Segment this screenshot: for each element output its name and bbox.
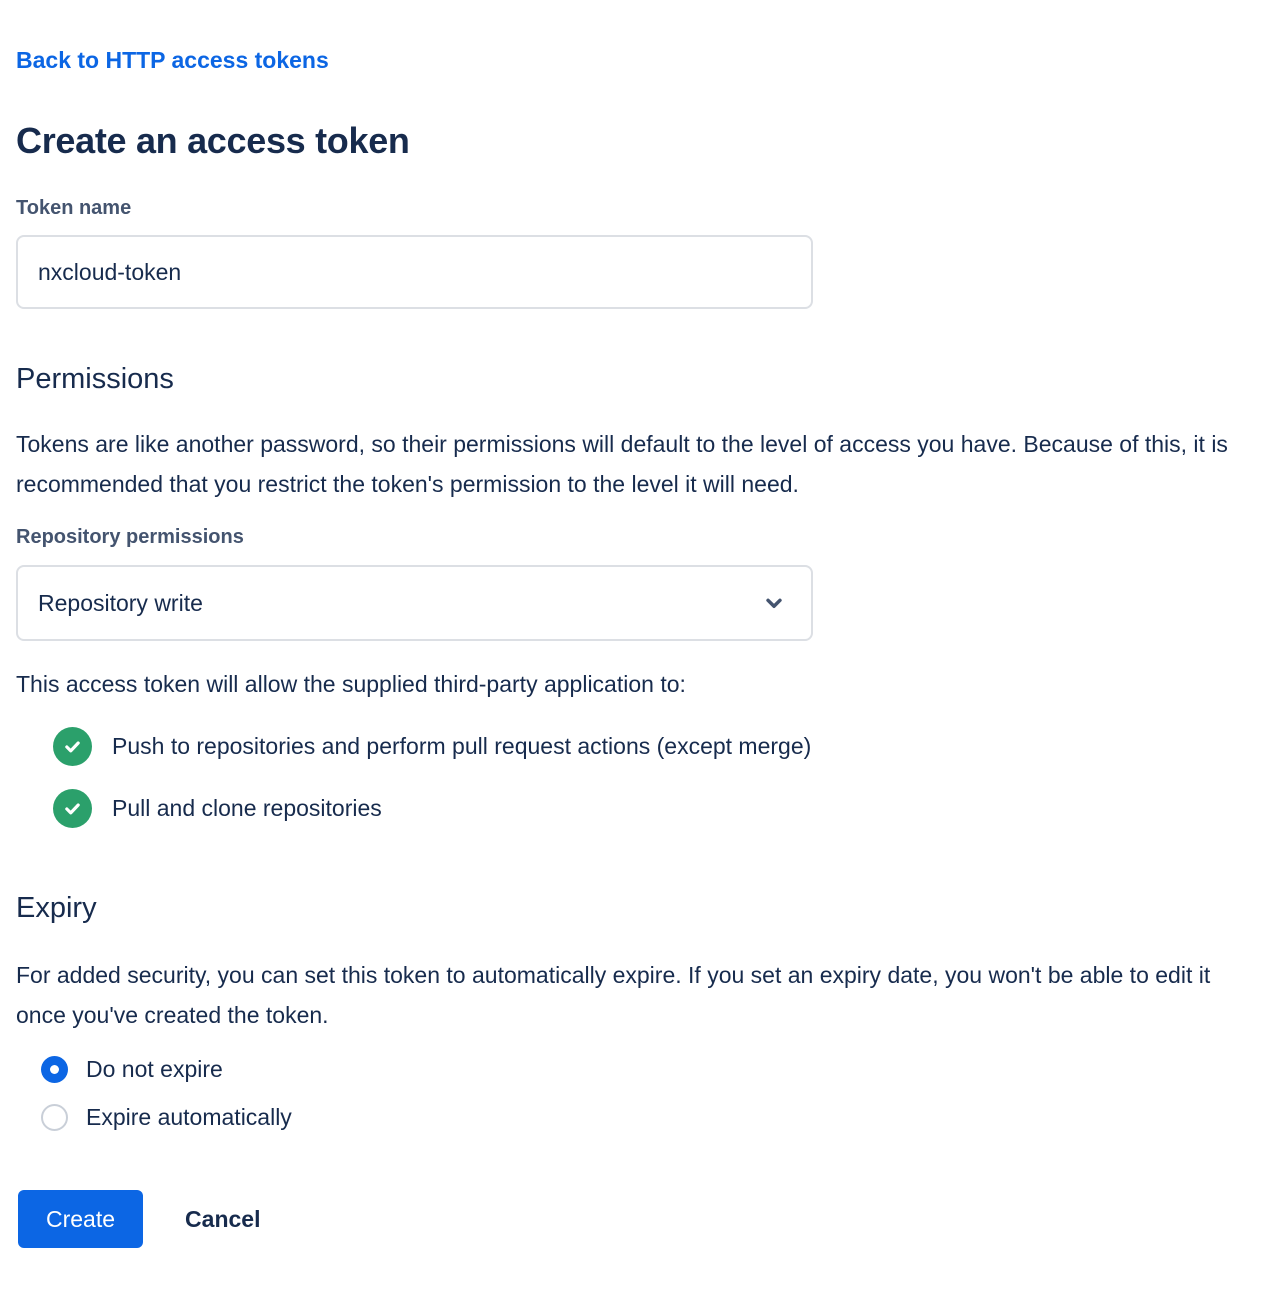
back-to-http-access-tokens-link[interactable]: Back to HTTP access tokens bbox=[16, 47, 329, 73]
expiry-description: For added security, you can set this token to automatically expire. If you set an expiry date, you won't be able to edit it once you've created the token. bbox=[16, 962, 1211, 1028]
radio-option-expire-automatically[interactable] bbox=[41, 1101, 1258, 1133]
token-name-input[interactable] bbox=[16, 235, 813, 309]
repository-permissions-select[interactable] bbox=[16, 565, 813, 641]
capability-row bbox=[53, 726, 1258, 766]
radio-unselected-icon[interactable] bbox=[41, 1104, 68, 1131]
radio-label: Expire automatically bbox=[86, 1103, 292, 1130]
capability-row bbox=[53, 788, 1258, 828]
create-button[interactable]: Create bbox=[18, 1190, 143, 1248]
check-icon bbox=[53, 789, 92, 828]
capability-label: Pull and clone repositories bbox=[112, 795, 382, 821]
permissions-description: Tokens are like another password, so their permissions will default to the level of access you have. Because of this, it is recommended that you restrict the token's permission to the level it will need. bbox=[16, 431, 1228, 497]
page-title: Create an access token bbox=[16, 120, 410, 161]
capability-label: Push to repositories and perform pull request actions (except merge) bbox=[112, 733, 812, 759]
cancel-button[interactable]: Cancel bbox=[169, 1190, 276, 1248]
allow-intro-text: This access token will allow the supplied third-party application to: bbox=[16, 671, 686, 697]
repository-permissions-label: Repository permissions bbox=[16, 526, 244, 548]
token-name-label: Token name bbox=[16, 197, 132, 219]
form-actions bbox=[18, 1190, 1258, 1248]
radio-option-do-not-expire[interactable] bbox=[41, 1053, 1258, 1085]
chevron-down-icon bbox=[761, 590, 787, 616]
expiry-heading: Expiry bbox=[16, 892, 97, 924]
repository-permissions-selected-value: Repository write bbox=[38, 589, 203, 616]
permissions-heading: Permissions bbox=[16, 363, 174, 395]
radio-selected-icon[interactable] bbox=[41, 1056, 68, 1083]
check-icon bbox=[53, 727, 92, 766]
radio-label: Do not expire bbox=[86, 1055, 223, 1082]
